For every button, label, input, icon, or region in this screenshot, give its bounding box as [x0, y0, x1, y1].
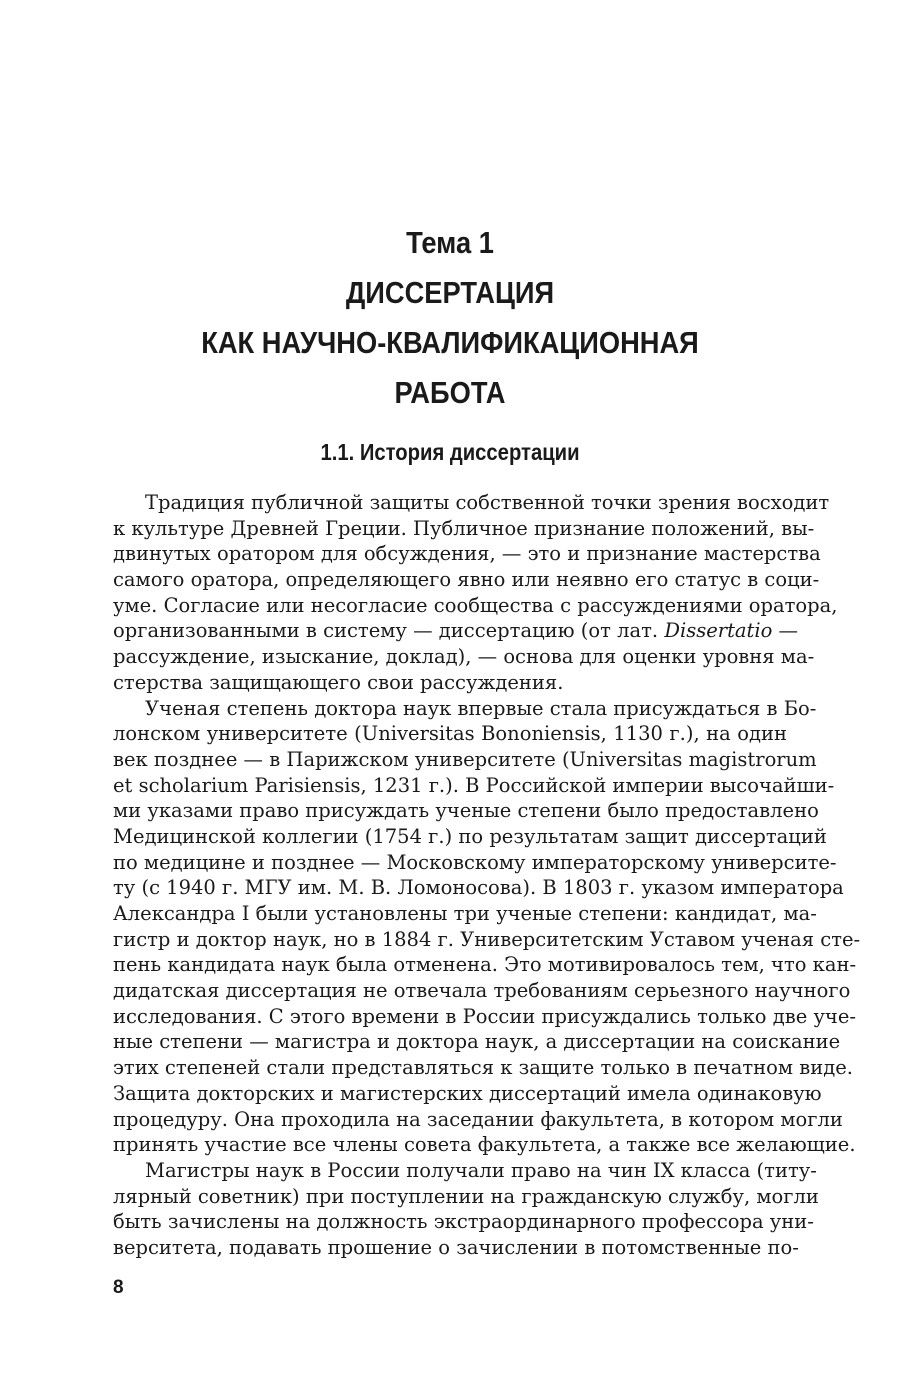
paragraph-1-line: стерства защищающего свои рассуждения.: [113, 670, 564, 694]
paragraph-2-line: век позднее — в Парижском университете (Universitas magistrorum: [113, 747, 817, 771]
section-title: 1.1. История диссертации: [320, 439, 580, 465]
paragraph-3-line: верситета, подавать прошение о зачислении в потомственные по-: [113, 1235, 799, 1259]
paragraph-3-line: быть зачислены на должность экстраординарного профессора уни-: [113, 1210, 814, 1234]
paragraph-3-line: лярный советник) при поступлении на гражданскую службу, могли: [113, 1184, 819, 1208]
paragraph-2-line: принять участие все члены совета факультета, а также все желающие.: [113, 1133, 856, 1157]
paragraph-1-line: к культуре Древней Греции. Публичное признание положений, вы-: [113, 516, 815, 540]
paragraph-1-line: двинутых оратором для обсуждения, — это и признание мастерства: [113, 542, 821, 566]
paragraph-2-line: ту (с 1940 г. МГУ им. М. В. Ломоносова). В 1803 г. указом императора: [113, 876, 844, 900]
body-text: [113, 490, 861, 1261]
paragraph-2-line: ми указами право присуждать ученые степени было предоставлено: [113, 799, 819, 823]
chapter-title-line-2: КАК НАУЧНО-КВАЛИФИКАЦИОННАЯ: [201, 325, 699, 360]
paragraph-1-line: Традиция публичной защиты собственной точки зрения восходит: [145, 491, 830, 514]
page-number: 8: [113, 1277, 124, 1298]
paragraph-2-line: Александра I были установлены три ученые степени: кандидат, ма-: [113, 902, 817, 925]
paragraph-2-line: Медицинской коллегии (1754 г.) по результатам защит диссертаций: [113, 824, 827, 848]
paragraph-2-line: Защита докторских и магистерских диссертаций имела одинаковую: [113, 1081, 822, 1105]
chapter-title-line-3: РАБОТА: [394, 375, 506, 410]
paragraph-2-line: дидатская диссертация не отвечала требованиям серьезного научного: [113, 979, 851, 1003]
paragraph-2-line: этих степеней стали представляться к защите только в печатном виде.: [113, 1056, 853, 1080]
paragraph-2-line: процедуру. Она проходила на заседании факультета, в котором могли: [113, 1107, 843, 1131]
paragraph-2-line: лонском университете (Universitas Bononiensis, 1130 г.), на один: [113, 722, 787, 746]
paragraph-1-line: самого оратора, определяющего явно или неявно его статус в соци-: [113, 568, 820, 592]
line-text: организованными в систему — диссертацию (от лат.: [113, 619, 665, 643]
paragraph-1-line-with-term: [113, 618, 799, 644]
paragraph-2-line: исследования. С этого времени в России присуждались только две уче-: [113, 1004, 856, 1028]
paragraph-1-line: рассуждение, изыскание, доклад), — основа для оценки уровня ма-: [113, 645, 815, 669]
paragraph-2-line: et scholarium Parisiensis, 1231 г.). В Российской империи высочайши-: [113, 773, 835, 797]
chapter-topic-label: Тема 1: [406, 225, 494, 260]
paragraph-2-line: ные степени — магистра и доктора наук, а диссертации на соискание: [113, 1030, 841, 1054]
latin-term: Dissertatio: [664, 619, 773, 643]
chapter-heading: [113, 218, 787, 418]
paragraph-2-line: Ученая степень доктора наук впервые стала присуждаться в Бо-: [145, 696, 817, 720]
paragraph-2-line: пень кандидата наук была отменена. Это мотивировалось тем, что кан-: [113, 953, 857, 977]
paragraph-2-line: по медицине и позднее — Московскому императорскому университе-: [113, 850, 837, 874]
term-suffix: —: [772, 619, 799, 643]
paragraph-2-line: гистр и доктор наук, но в 1884 г. Университетским Уставом ученая сте-: [113, 927, 861, 951]
chapter-title-line-1: ДИССЕРТАЦИЯ: [345, 275, 555, 310]
paragraph-3-line: Магистры наук в России получали право на чин IX класса (титу-: [145, 1158, 817, 1182]
paragraph-1-line: уме. Согласие или несогласие сообщества с рассуждениями оратора,: [113, 593, 838, 617]
